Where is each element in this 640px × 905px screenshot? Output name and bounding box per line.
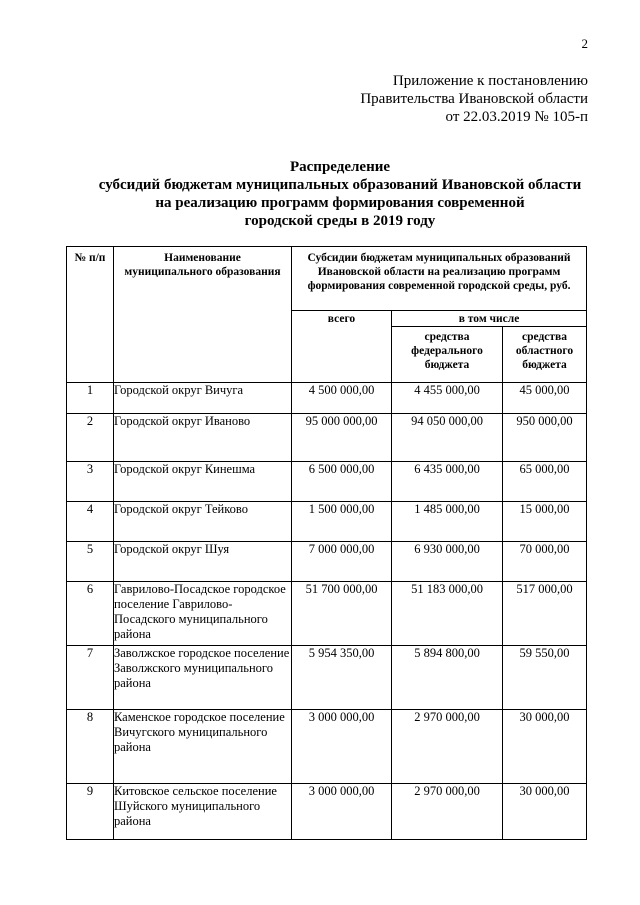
row-federal: 2 970 000,00 [392, 710, 503, 784]
row-number: 3 [67, 462, 114, 502]
row-number: 1 [67, 383, 114, 414]
header-num: № п/п [67, 247, 114, 383]
row-name: Городской округ Тейково [114, 502, 292, 542]
table-row [67, 383, 587, 414]
row-name: Китовское сельское поселение Шуйского муниципального района [114, 784, 292, 840]
row-federal: 94 050 000,00 [392, 414, 503, 462]
header-federal: средства федерального бюджета [392, 327, 503, 383]
title-line: субсидий бюджетам муниципальных образований Ивановской области [98, 177, 582, 193]
row-name: Гаврилово-Посадское городское поселение Гаврилово-Посадского муниципального района [114, 582, 292, 646]
row-federal: 4 455 000,00 [392, 383, 503, 414]
row-number: 5 [67, 542, 114, 582]
appendix-line: от 22.03.2019 № 105-п [445, 109, 588, 125]
appendix-line: Правительства Ивановской области [360, 91, 588, 107]
appendix-note [360, 72, 588, 126]
header-name: Наименование муниципального образования [114, 247, 292, 383]
row-regional: 70 000,00 [503, 542, 587, 582]
row-regional: 517 000,00 [503, 582, 587, 646]
row-number: 6 [67, 582, 114, 646]
row-federal: 5 894 800,00 [392, 646, 503, 710]
row-regional: 950 000,00 [503, 414, 587, 462]
row-federal: 1 485 000,00 [392, 502, 503, 542]
title-line: на реализацию программ формирования современной [155, 195, 525, 211]
table-row [67, 784, 587, 840]
table-row [67, 542, 587, 582]
document-title [60, 158, 620, 230]
row-regional: 30 000,00 [503, 710, 587, 784]
table-row [67, 646, 587, 710]
row-number: 4 [67, 502, 114, 542]
row-number: 7 [67, 646, 114, 710]
row-number: 2 [67, 414, 114, 462]
row-total: 1 500 000,00 [292, 502, 392, 542]
table-row [67, 710, 587, 784]
row-name: Городской округ Вичуга [114, 383, 292, 414]
header-total: всего [292, 311, 392, 383]
row-regional: 30 000,00 [503, 784, 587, 840]
row-total: 3 000 000,00 [292, 784, 392, 840]
appendix-line: Приложение к постановлению [392, 73, 588, 89]
header-including: в том числе [392, 311, 587, 327]
row-regional: 45 000,00 [503, 383, 587, 414]
table-row [67, 462, 587, 502]
row-total: 4 500 000,00 [292, 383, 392, 414]
row-federal: 6 930 000,00 [392, 542, 503, 582]
row-name: Городской округ Иваново [114, 414, 292, 462]
row-regional: 65 000,00 [503, 462, 587, 502]
title-line: Распределение [289, 159, 391, 175]
row-number: 8 [67, 710, 114, 784]
header-regional: средства областного бюджета [503, 327, 587, 383]
table-row [67, 582, 587, 646]
page-number: 2 [581, 36, 588, 51]
row-name: Городской округ Кинешма [114, 462, 292, 502]
row-total: 5 954 350,00 [292, 646, 392, 710]
row-total: 95 000 000,00 [292, 414, 392, 462]
row-number: 9 [67, 784, 114, 840]
row-name: Заволжское городское поселение Заволжского муниципального района [114, 646, 292, 710]
row-federal: 6 435 000,00 [392, 462, 503, 502]
subsidy-table [66, 246, 587, 840]
header-subsidies: Субсидии бюджетам муниципальных образований Ивановской области на реализацию программ формирования современной городской среды, руб. [292, 247, 587, 311]
row-total: 6 500 000,00 [292, 462, 392, 502]
table-row [67, 502, 587, 542]
row-total: 51 700 000,00 [292, 582, 392, 646]
row-federal: 2 970 000,00 [392, 784, 503, 840]
table-row [67, 414, 587, 462]
row-federal: 51 183 000,00 [392, 582, 503, 646]
row-total: 7 000 000,00 [292, 542, 392, 582]
row-regional: 59 550,00 [503, 646, 587, 710]
row-regional: 15 000,00 [503, 502, 587, 542]
row-total: 3 000 000,00 [292, 710, 392, 784]
row-name: Каменское городское поселение Вичугского муниципального района [114, 710, 292, 784]
title-line: городской среды в 2019 году [244, 213, 436, 229]
row-name: Городской округ Шуя [114, 542, 292, 582]
